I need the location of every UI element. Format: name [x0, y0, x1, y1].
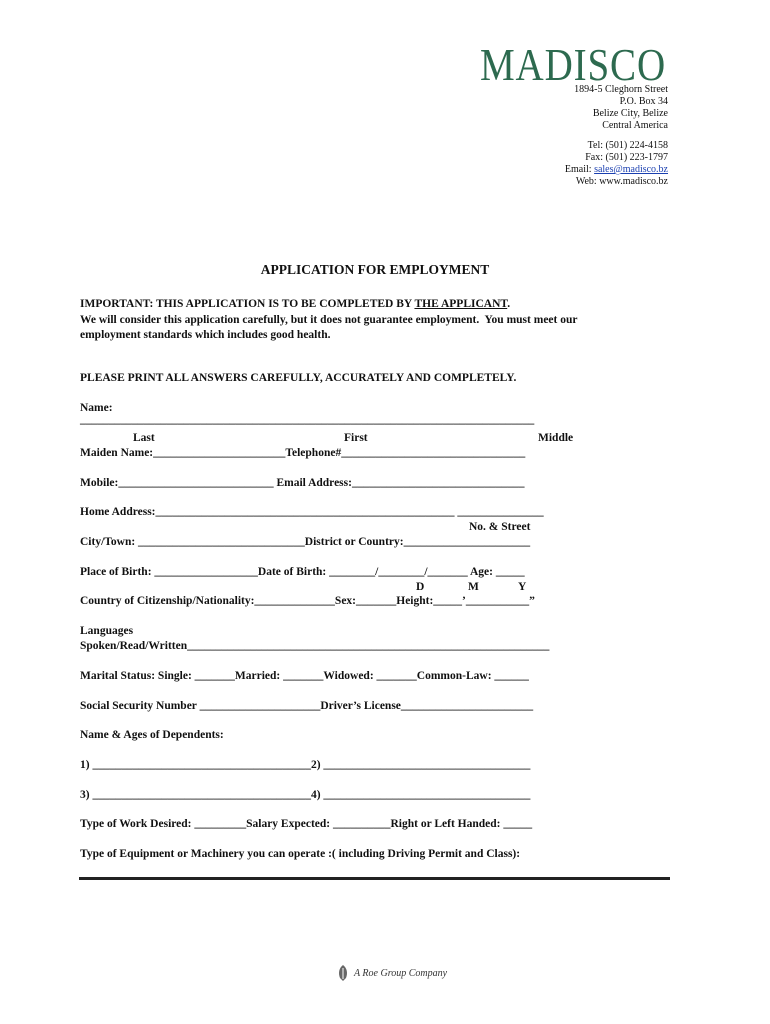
dependents-row-1[interactable]: 1) ______________________________________2) ____________________________________ — [80, 759, 531, 771]
email-row — [565, 164, 668, 176]
print-instructions: PLEASE PRINT ALL ANSWERS CAREFULLY, ACCURATELY AND COMPLETELY. — [80, 372, 517, 384]
dependents-label: Name & Ages of Dependents: — [80, 729, 224, 741]
dob-day-caption: D — [416, 581, 425, 593]
telephone: Tel: (501) 224-4158 — [587, 140, 668, 151]
work-salary-handed-field[interactable]: Type of Work Desired: _________Salary Expected: __________Right or Left Handed: _____ — [80, 818, 533, 830]
important-emphasis: THE APPLICANT — [414, 298, 508, 310]
notice-line-2: employment standards which includes good health. — [80, 329, 331, 341]
address-line: 1894-5 Cleghorn Street — [574, 84, 668, 95]
citizenship-sex-height-field[interactable]: Country of Citizenship/Nationality:______________Sex:_______Height:_____’___________” — [80, 595, 535, 607]
address-line: Belize City, Belize — [592, 108, 668, 119]
section-divider — [79, 877, 670, 880]
equipment-label: Type of Equipment or Machinery you can operate :( including Driving Permit and Class): — [80, 848, 521, 860]
no-street-caption: No. & Street — [469, 521, 531, 533]
dependents-row-2[interactable]: 3) ______________________________________4) ____________________________________ — [80, 789, 531, 801]
important-prefix: IMPORTANT: THIS APPLICATION IS TO BE COMPLETED BY — [80, 298, 415, 310]
website: Web: www.madisco.bz — [575, 176, 668, 187]
important-notice — [80, 298, 510, 310]
name-field[interactable]: _______________________________________________________________________________ — [80, 414, 535, 426]
footer-company: A Roe Group Company — [354, 967, 448, 979]
address-line: P.O. Box 34 — [619, 96, 668, 107]
notice-line-1: We will consider this application carefully, but it does not guarantee employment. You must meet our — [80, 314, 578, 326]
name-middle-caption: Middle — [538, 432, 574, 444]
languages-label: Languages — [80, 625, 134, 637]
madisco-logo — [480, 36, 670, 86]
birth-place-date-age-field[interactable]: Place of Birth: __________________Date of Birth: ________/________/_______ Age: _____ — [80, 566, 525, 578]
mobile-email-field[interactable]: Mobile:___________________________ Email Address:______________________________ — [80, 477, 525, 489]
footer — [336, 962, 447, 984]
logo-wordmark: MADISCO — [480, 39, 666, 86]
madisco-logo-mark — [480, 36, 670, 86]
name-first-caption: First — [344, 432, 368, 444]
dob-month-caption: M — [468, 581, 479, 593]
email-label: Email: — [564, 164, 595, 175]
fax: Fax: (501) 223-1797 — [585, 152, 668, 163]
city-district-field[interactable]: City/Town: _____________________________District or Country:______________________ — [80, 536, 531, 548]
ssn-license-field[interactable]: Social Security Number _____________________Driver’s License_______________________ — [80, 700, 534, 712]
name-last-caption: Last — [133, 432, 155, 444]
home-address-field[interactable]: Home Address:____________________________________________________ _______________ — [80, 506, 544, 518]
languages-field[interactable]: Spoken/Read/Written_______________________________________________________________ — [80, 640, 550, 652]
email-link[interactable]: sales@madisco.bz — [594, 164, 668, 175]
page-title: APPLICATION FOR EMPLOYMENT — [260, 262, 490, 277]
dob-year-caption: Y — [518, 581, 527, 593]
name-label: Name: — [80, 402, 113, 414]
marital-status-field[interactable]: Marital Status: Single: _______Married: _______Widowed: _______Common-Law: ______ — [80, 670, 529, 682]
important-suffix: . — [507, 298, 511, 310]
roe-group-icon — [336, 964, 350, 982]
maiden-telephone-field[interactable]: Maiden Name:_______________________Telephone#________________________________ — [80, 447, 526, 459]
company-address-block — [565, 84, 668, 188]
address-line: Central America — [602, 120, 668, 131]
